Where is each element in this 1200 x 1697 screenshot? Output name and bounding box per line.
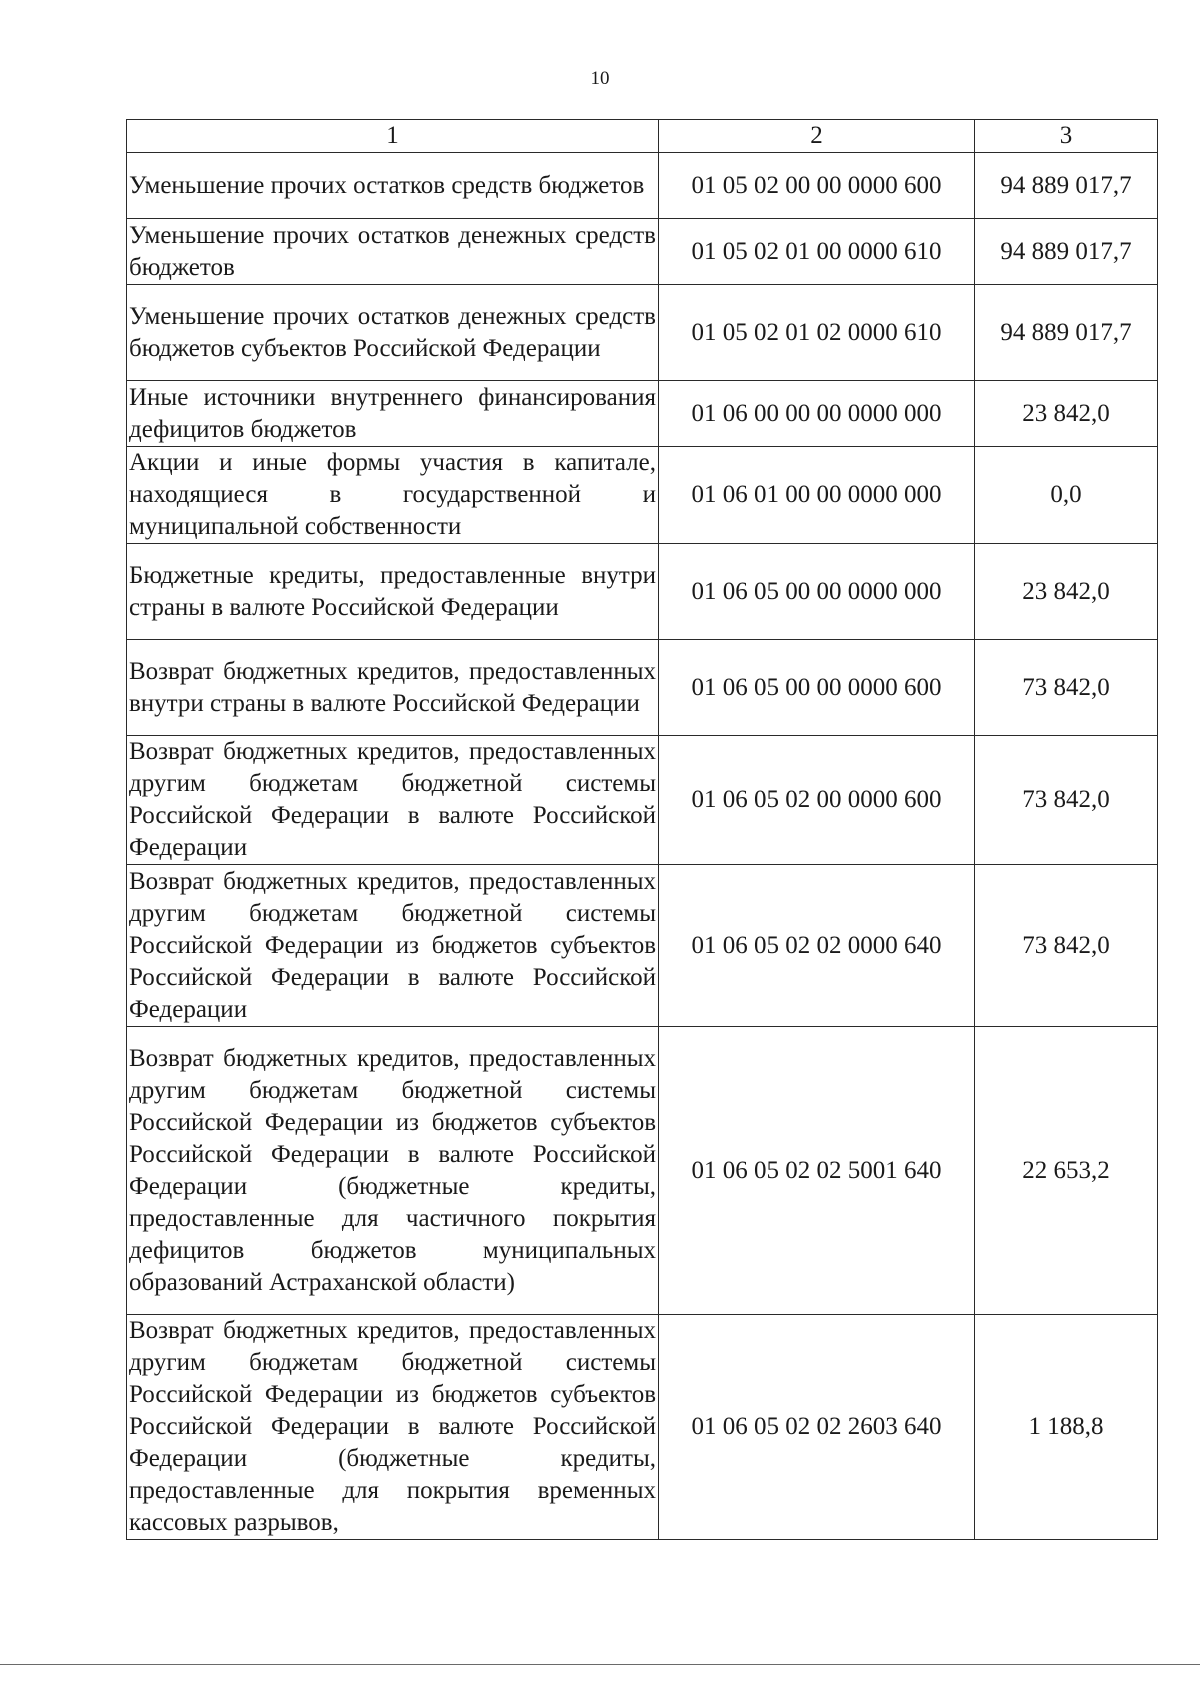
row-amount: 23 842,0 [975, 544, 1158, 640]
row-amount: 0,0 [975, 447, 1158, 544]
row-amount: 1 188,8 [975, 1315, 1158, 1540]
row-code: 01 06 05 02 02 2603 640 [659, 1315, 975, 1540]
row-code: 01 06 00 00 00 0000 000 [659, 381, 975, 447]
table-header-row [127, 120, 1158, 153]
row-code: 01 06 05 00 00 0000 600 [659, 640, 975, 736]
table-row [127, 153, 1158, 219]
table-row [127, 381, 1158, 447]
row-code: 01 06 01 00 00 0000 000 [659, 447, 975, 544]
row-amount: 22 653,2 [975, 1027, 1158, 1315]
page-number: 10 [590, 68, 610, 89]
table-row [127, 1027, 1158, 1315]
table-row [127, 219, 1158, 285]
row-code: 01 06 05 02 00 0000 600 [659, 736, 975, 865]
row-code: 01 06 05 02 02 0000 640 [659, 865, 975, 1027]
row-description: Возврат бюджетных кредитов, предоставленных другим бюджетам бюджетной системы Российской Федерации из бюджетов субъектов Российской Федерации в валюте Российской Федерации [127, 865, 659, 1027]
table-row [127, 736, 1158, 865]
row-amount: 73 842,0 [975, 736, 1158, 865]
row-amount: 94 889 017,7 [975, 219, 1158, 285]
table-row [127, 865, 1158, 1027]
column-header-2: 2 [659, 120, 975, 153]
row-amount: 23 842,0 [975, 381, 1158, 447]
table-row [127, 640, 1158, 736]
row-description: Иные источники внутреннего финансирования дефицитов бюджетов [127, 381, 659, 447]
row-description: Возврат бюджетных кредитов, предоставленных другим бюджетам бюджетной системы Российской Федерации из бюджетов субъектов Российской Федерации в валюте Российской Федерации (бюджетные кредиты, предоставленные для частичного покрытия дефицитов бюджетов муниципальных образований Астраханской области) [127, 1027, 659, 1315]
column-header-1: 1 [127, 120, 659, 153]
row-description: Возврат бюджетных кредитов, предоставленных внутри страны в валюте Российской Федерации [127, 640, 659, 736]
row-amount: 94 889 017,7 [975, 285, 1158, 381]
row-code: 01 05 02 00 00 0000 600 [659, 153, 975, 219]
row-amount: 94 889 017,7 [975, 153, 1158, 219]
row-code: 01 05 02 01 02 0000 610 [659, 285, 975, 381]
row-description: Возврат бюджетных кредитов, предоставленных другим бюджетам бюджетной системы Российской Федерации из бюджетов субъектов Российской Федерации в валюте Российской Федерации (бюджетные кредиты, предоставленные для покрытия временных кассовых разрывов, [127, 1315, 659, 1540]
column-header-3: 3 [975, 120, 1158, 153]
row-description: Возврат бюджетных кредитов, предоставленных другим бюджетам бюджетной системы Российской Федерации в валюте Российской Федерации [127, 736, 659, 865]
table-row [127, 447, 1158, 544]
row-description: Уменьшение прочих остатков денежных средств бюджетов [127, 219, 659, 285]
row-description: Бюджетные кредиты, предоставленные внутри страны в валюте Российской Федерации [127, 544, 659, 640]
row-code: 01 06 05 02 02 5001 640 [659, 1027, 975, 1315]
row-code: 01 06 05 00 00 0000 000 [659, 544, 975, 640]
budget-sources-table [126, 119, 1158, 1540]
row-code: 01 05 02 01 00 0000 610 [659, 219, 975, 285]
row-amount: 73 842,0 [975, 640, 1158, 736]
row-description: Уменьшение прочих остатков средств бюджетов [127, 153, 659, 219]
row-description: Уменьшение прочих остатков денежных средств бюджетов субъектов Российской Федерации [127, 285, 659, 381]
scan-edge-line [0, 1664, 1200, 1665]
table-row [127, 285, 1158, 381]
row-amount: 73 842,0 [975, 865, 1158, 1027]
table-row [127, 1315, 1158, 1540]
row-description: Акции и иные формы участия в капитале, находящиеся в государственной и муниципальной собственности [127, 447, 659, 544]
table-row [127, 544, 1158, 640]
